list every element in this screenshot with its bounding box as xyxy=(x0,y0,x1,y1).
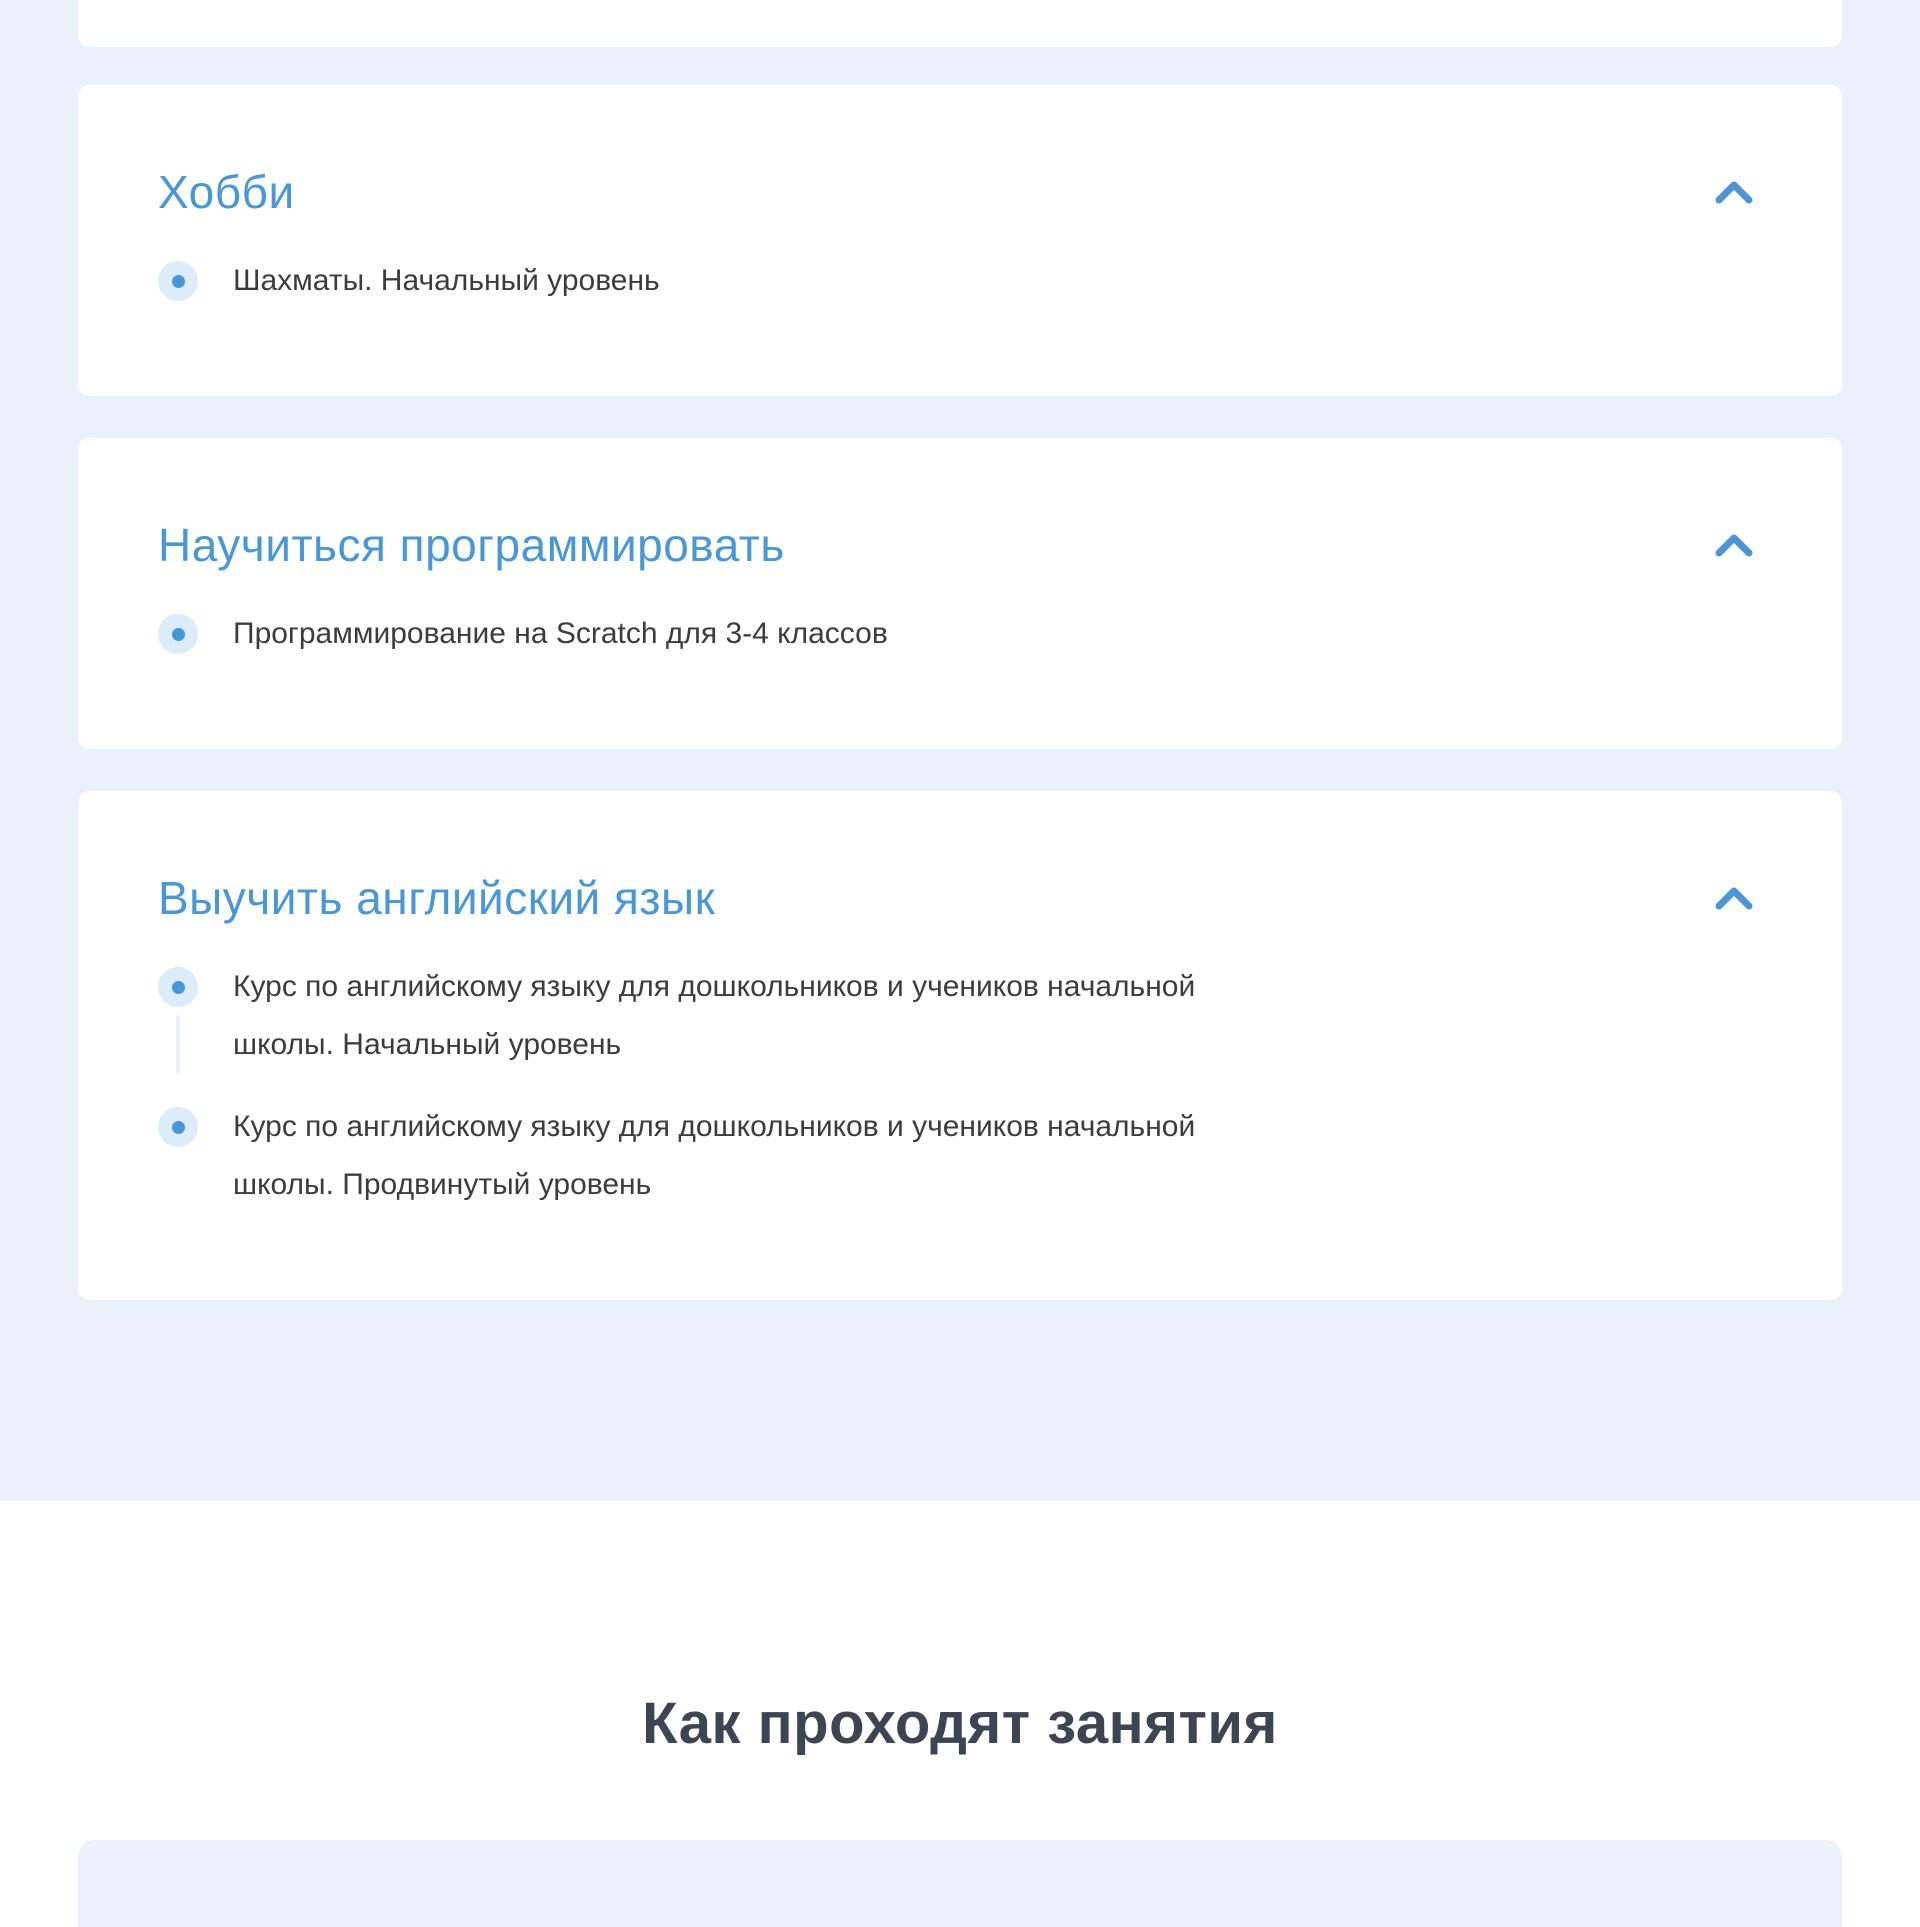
course-item xyxy=(158,252,1762,310)
bullet-icon xyxy=(158,261,198,301)
collapse-button[interactable] xyxy=(1712,530,1756,560)
course-label: Курс по английскому языку для дошкольников и учеников начальной школы. Начальный уровень xyxy=(233,970,1196,1061)
goal-card-header[interactable] xyxy=(158,167,1762,217)
course-list xyxy=(158,605,1762,663)
goal-card xyxy=(78,85,1842,396)
how-classes-card xyxy=(78,1840,1842,1927)
bullet-icon xyxy=(158,967,198,1007)
goal-card-header[interactable] xyxy=(158,873,1762,923)
bullet-column xyxy=(158,605,198,663)
bullet-column xyxy=(158,958,198,1074)
goal-card-header[interactable] xyxy=(158,520,1762,570)
section-heading: Как проходят занятия xyxy=(642,1691,1278,1756)
course-item xyxy=(158,958,1762,1098)
course-item xyxy=(158,1098,1762,1214)
how-classes-section xyxy=(0,1501,1920,1927)
collapse-button[interactable] xyxy=(1712,177,1756,207)
bullet-dot-icon xyxy=(172,981,185,994)
bullet-icon xyxy=(158,1107,198,1147)
course-list xyxy=(158,958,1762,1214)
card-partial-top xyxy=(78,0,1842,47)
goal-card xyxy=(78,791,1842,1300)
course-label: Программирование на Scratch для 3-4 классов xyxy=(233,617,888,650)
goal-card-title: Хобби xyxy=(158,166,295,218)
course-label: Курс по английскому языку для дошкольников и учеников начальной школы. Продвинутый уровень xyxy=(233,1110,1196,1201)
collapse-button[interactable] xyxy=(1712,883,1756,913)
bullet-column xyxy=(158,252,198,310)
bullet-icon xyxy=(158,614,198,654)
goal-cards-container xyxy=(78,85,1842,1300)
bullet-dot-icon xyxy=(172,628,185,641)
bullet-dot-icon xyxy=(172,275,185,288)
bullet-dot-icon xyxy=(172,1121,185,1134)
course-item xyxy=(158,605,1762,663)
goal-card-title: Выучить английский язык xyxy=(158,872,716,924)
goal-card-title: Научиться программировать xyxy=(158,519,785,571)
chevron-up-icon xyxy=(1715,885,1753,911)
bullet-column xyxy=(158,1098,198,1214)
course-list xyxy=(158,252,1762,310)
course-label: Шахматы. Начальный уровень xyxy=(233,264,660,297)
goal-card xyxy=(78,438,1842,749)
chevron-up-icon xyxy=(1715,532,1753,558)
chevron-up-icon xyxy=(1715,179,1753,205)
